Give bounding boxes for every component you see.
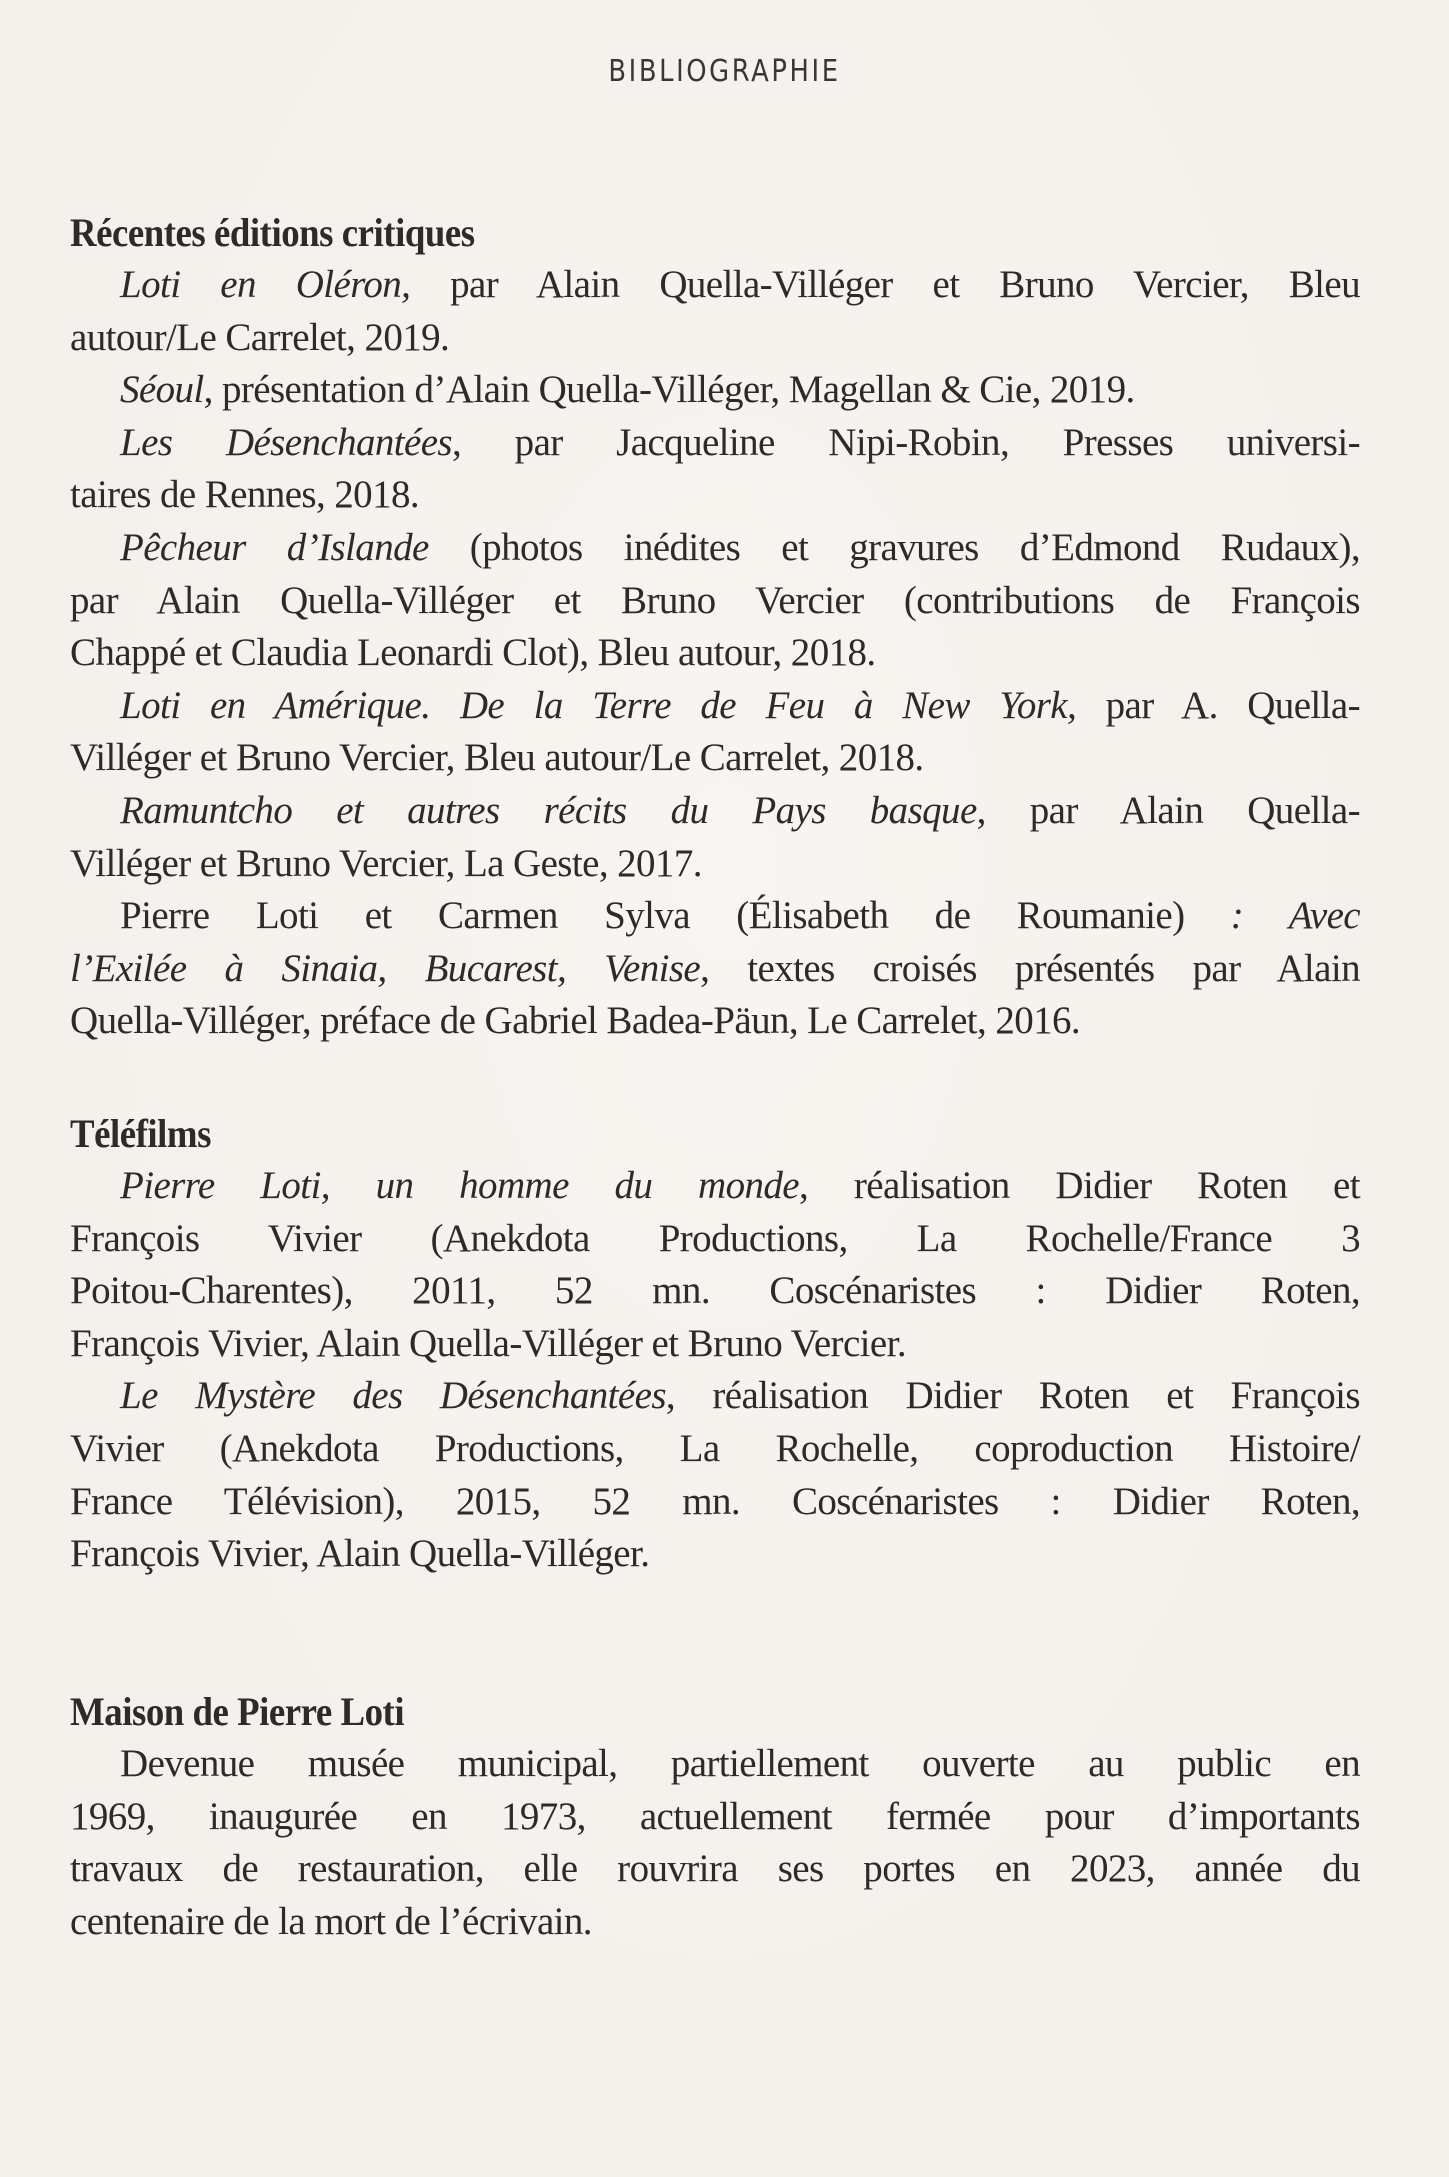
text-line (70, 469, 1360, 522)
text-line (70, 1370, 1360, 1423)
text-run: , réalisation Didier Roten et (799, 1164, 1360, 1207)
text-run: travaux de restauration, elle rouvrira ses portes en 2023, année du (70, 1847, 1360, 1891)
italic-title: Loti en Oléron, (120, 263, 411, 306)
italic-title: Loti en Amérique. De la Terre de Feu à New York, (120, 683, 1077, 727)
text-line (70, 838, 1360, 891)
text-line (70, 1318, 1360, 1371)
section-title: Récentes éditions critiques (70, 210, 475, 255)
italic-title: Pierre Loti, un homme du monde (120, 1164, 799, 1207)
text-run: par A. Quella- (1076, 683, 1360, 727)
text-run: François Vivier (Anekdota Productions, La Rochelle/France 3 (70, 1216, 1360, 1260)
italic-title: Ramuntcho et autres récits du Pays basque (120, 788, 977, 832)
italic-title: Les Désenchantées (120, 420, 452, 464)
bibliography-entry (70, 1370, 1360, 1580)
entry-list (70, 259, 1360, 1048)
text-run: , par Jacqueline Nipi-Robin, Presses universi- (452, 420, 1360, 464)
text-line (70, 785, 1360, 838)
text-line (70, 1265, 1360, 1318)
text-line (70, 522, 1360, 575)
text-run: par Alain Quella-Villéger et Bruno Vercier (contributions de François (70, 578, 1360, 622)
text-run: Chappé et Claudia Leonardi Clot), Bleu autour, 2018. (70, 631, 876, 675)
italic-title: l’Exilée à Sinaia, Bucarest, Venise (70, 946, 701, 990)
running-head: BIBLIOGRAPHIE (608, 54, 841, 89)
text-run: 1969, inaugurée en 1973, actuellement fermée pour d’importants (70, 1794, 1360, 1838)
bibliography-entry (70, 785, 1360, 890)
text-run: taires de Rennes, 2018. (70, 473, 420, 517)
italic-title: : Avec (1230, 894, 1360, 938)
bibliography-entry (70, 680, 1360, 785)
text-run: autour/Le Carrelet, 2019. (70, 315, 450, 359)
text-line (70, 890, 1360, 943)
text-run: François Vivier, Alain Quella-Villéger. (70, 1532, 650, 1576)
text-run: , réalisation Didier Roten et François (665, 1374, 1360, 1418)
section-title: Maison de Pierre Loti (70, 1689, 405, 1734)
text-run: , par Alain Quella- (976, 788, 1360, 832)
text-line (70, 1213, 1360, 1266)
text-run: France Télévision), 2015, 52 mn. Coscénaristes : Didier Roten, (70, 1479, 1360, 1523)
text-line (70, 732, 1360, 785)
italic-title: Séoul (120, 368, 204, 412)
bibliography-entry (70, 364, 1360, 417)
text-line (70, 417, 1360, 470)
text-line (70, 1791, 1360, 1844)
text-run: centenaire de la mort de l’écrivain. (70, 1899, 592, 1943)
bibliography-entry (70, 259, 1360, 364)
bibliography-entry (70, 417, 1360, 522)
text-line (70, 680, 1360, 733)
text-line (70, 1476, 1360, 1529)
text-line (70, 1843, 1360, 1896)
bibliography-entry (70, 1738, 1360, 1948)
text-line (70, 1528, 1360, 1581)
bibliography-entry (70, 890, 1360, 1048)
text-run: Poitou-Charentes), 2011, 52 mn. Coscénaristes : Didier Roten, (70, 1269, 1360, 1313)
entry-list (70, 1738, 1360, 1948)
text-line (70, 575, 1360, 628)
italic-title: Pêcheur d’Islande (120, 525, 429, 569)
text-run: (photos inédites et gravures d’Edmond Rudaux), (428, 525, 1361, 569)
text-run: , textes croisés présentés par Alain (700, 946, 1360, 990)
section-recent-critical-editions (70, 207, 1360, 1048)
text-run: François Vivier, Alain Quella-Villéger et Bruno Vercier. (70, 1321, 906, 1365)
text-run: Villéger et Bruno Vercier, La Geste, 2017. (70, 841, 702, 885)
entry-list (70, 1160, 1360, 1581)
text-line (70, 627, 1360, 680)
italic-title: Le Mystère des Désenchantées (120, 1374, 666, 1418)
text-line (70, 259, 1360, 312)
text-run: Vivier (Anekdota Productions, La Rochelle, coproduction Histoire/ (70, 1426, 1360, 1470)
text-run: Quella-Villéger, préface de Gabriel Badea-Päun, Le Carrelet, 2016. (70, 999, 1081, 1043)
text-run: Villéger et Bruno Vercier, Bleu autour/Le Carrelet, 2018. (70, 736, 924, 780)
bibliography-entry (70, 522, 1360, 680)
text-run: Pierre Loti et Carmen Sylva (Élisabeth de Roumanie) (120, 894, 1231, 938)
text-line (70, 1738, 1360, 1791)
text-run: Devenue musée municipal, partiellement ouverte au public en (120, 1742, 1360, 1785)
section-telefilms (70, 1108, 1360, 1581)
text-line (70, 1896, 1360, 1949)
text-run: par Alain Quella-Villéger et Bruno Vercier, Bleu (410, 263, 1360, 306)
bibliography-entry (70, 1160, 1360, 1370)
text-line (70, 312, 1360, 365)
text-line (70, 943, 1360, 996)
text-line (70, 364, 1360, 417)
text-run: , présentation d’Alain Quella-Villéger, Magellan & Cie, 2019. (203, 368, 1135, 412)
section-maison-pierre-loti (70, 1686, 1360, 1948)
section-title: Téléfilms (70, 1111, 211, 1156)
text-line (70, 1423, 1360, 1476)
text-line (70, 995, 1360, 1048)
text-line (70, 1160, 1360, 1213)
